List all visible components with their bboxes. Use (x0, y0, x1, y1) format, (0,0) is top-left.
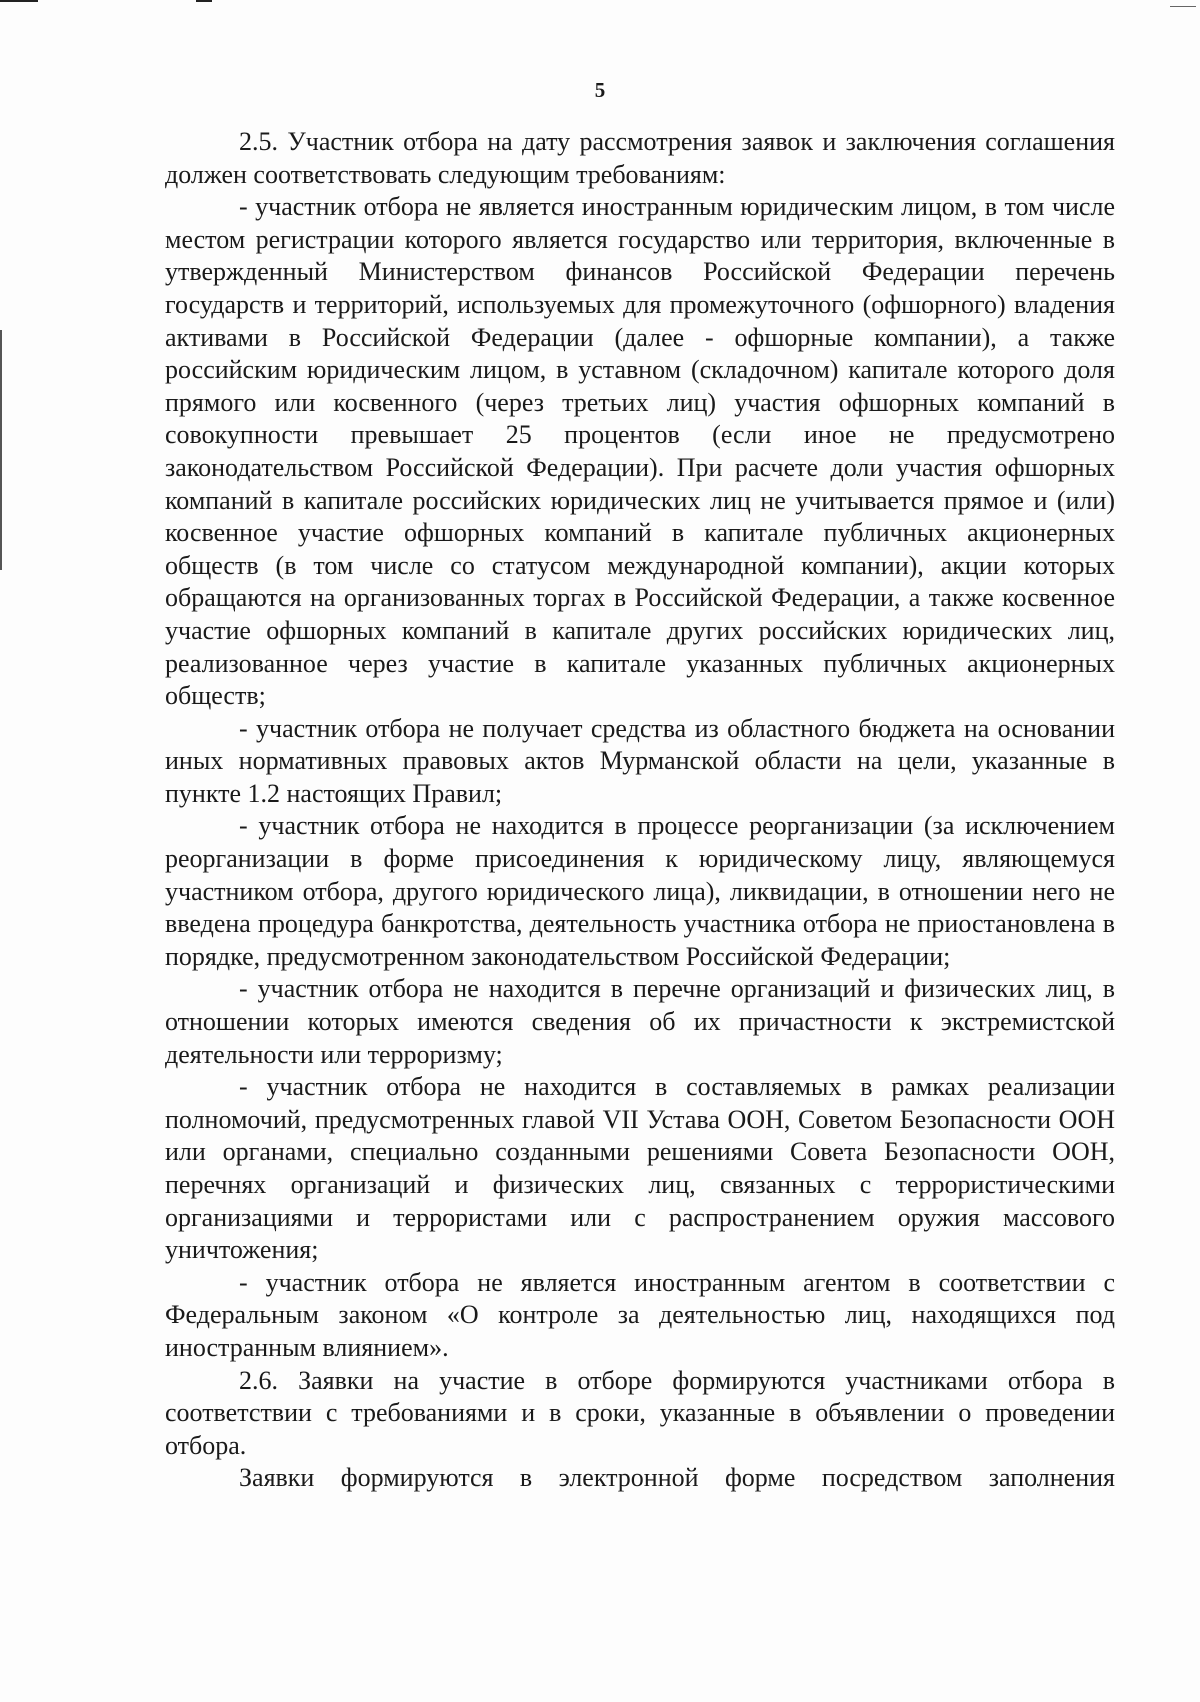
requirement-extremism: - участник отбора не находится в перечне организаций и физических лиц, в отношении которых имеются сведения об их причастности к экстремистской деятельности или терроризму; (165, 974, 1115, 1069)
paragraph-2-6: 2.6. Заявки на участие в отборе формируются участниками отбора в соответствии с требованиями и в сроки, указанные в объявлении о проведении отбора. (165, 1365, 1115, 1460)
scan-mark-top-center (196, 0, 212, 2)
page-number: 5 (594, 78, 606, 102)
scan-mark-left-edge (0, 330, 2, 570)
requirement-reorganization: - участник отбора не находится в процессе реорганизации (за исключением реорганизации в форме присоединения к юридическому лицу, являющемуся участником отбора, другого юридического лица), ликвидации, в отношении него не введена процедура банкротства, деятельность участника отбора не приостановлена в порядке, предусмотренном законодательством Российской Федерации; (165, 811, 1115, 971)
body-text (165, 126, 1115, 1495)
requirement-offshore: - участник отбора не является иностранным юридическим лицом, в том числе местом регистрации которого является государство или территория, включенные в утвержденный Министерством финансов Российской Федерации перечень государств и территорий, используемых для промежуточного (офшорного) владения активами в Российской Федерации (далее - офшорные компании), а также российским юридическим лицом, в уставном (складочном) капитале которого доля прямого или косвенного (через третьих лиц) участия офшорных компаний в совокупности превышает 25 процентов (если иное не предусмотрено законодательством Российской Федерации). При расчете доли участия офшорных компаний в капитале российских юридических лиц не учитывается прямое и (или) косвенное участие офшорных компаний в капитале публичных акционерных обществ (в том числе со статусом международной компании), акции которых обращаются на организованных торгах в Российской Федерации, а также косвенное участие офшорных компаний в капитале других российских юридических лиц, реализованное через участие в капитале указанных публичных акционерных обществ; (165, 192, 1115, 711)
requirement-foreign-agent: - участник отбора не является иностранным агентом в соответствии с Федеральным законом «О контроле за деятельностью лиц, находящихся под иностранным влиянием». (165, 1267, 1115, 1362)
requirement-un-lists: - участник отбора не находится в составляемых в рамках реализации полномочий, предусмотренных главой VII Устава ООН, Советом Безопасности ООН или органами, специально созданными решениями Совета Безопасности ООН, перечнях организаций и физических лиц, связанных с террористическими организациями и террористами или с распространением оружия массового уничтожения; (165, 1072, 1115, 1265)
paragraph-electronic-form: Заявки формируются в электронной форме посредством заполнения (239, 1463, 1115, 1493)
requirement-budget: - участник отбора не получает средства из областного бюджета на основании иных нормативных правовых актов Мурманской области на цели, указанные в пункте 1.2 настоящих Правил; (165, 713, 1115, 808)
paragraph-2-5: 2.5. Участник отбора на дату рассмотрения заявок и заключения соглашения должен соответствовать следующим требованиям: (165, 127, 1115, 189)
scan-mark-top-left (0, 0, 38, 2)
scan-mark-top-right (1170, 6, 1196, 7)
